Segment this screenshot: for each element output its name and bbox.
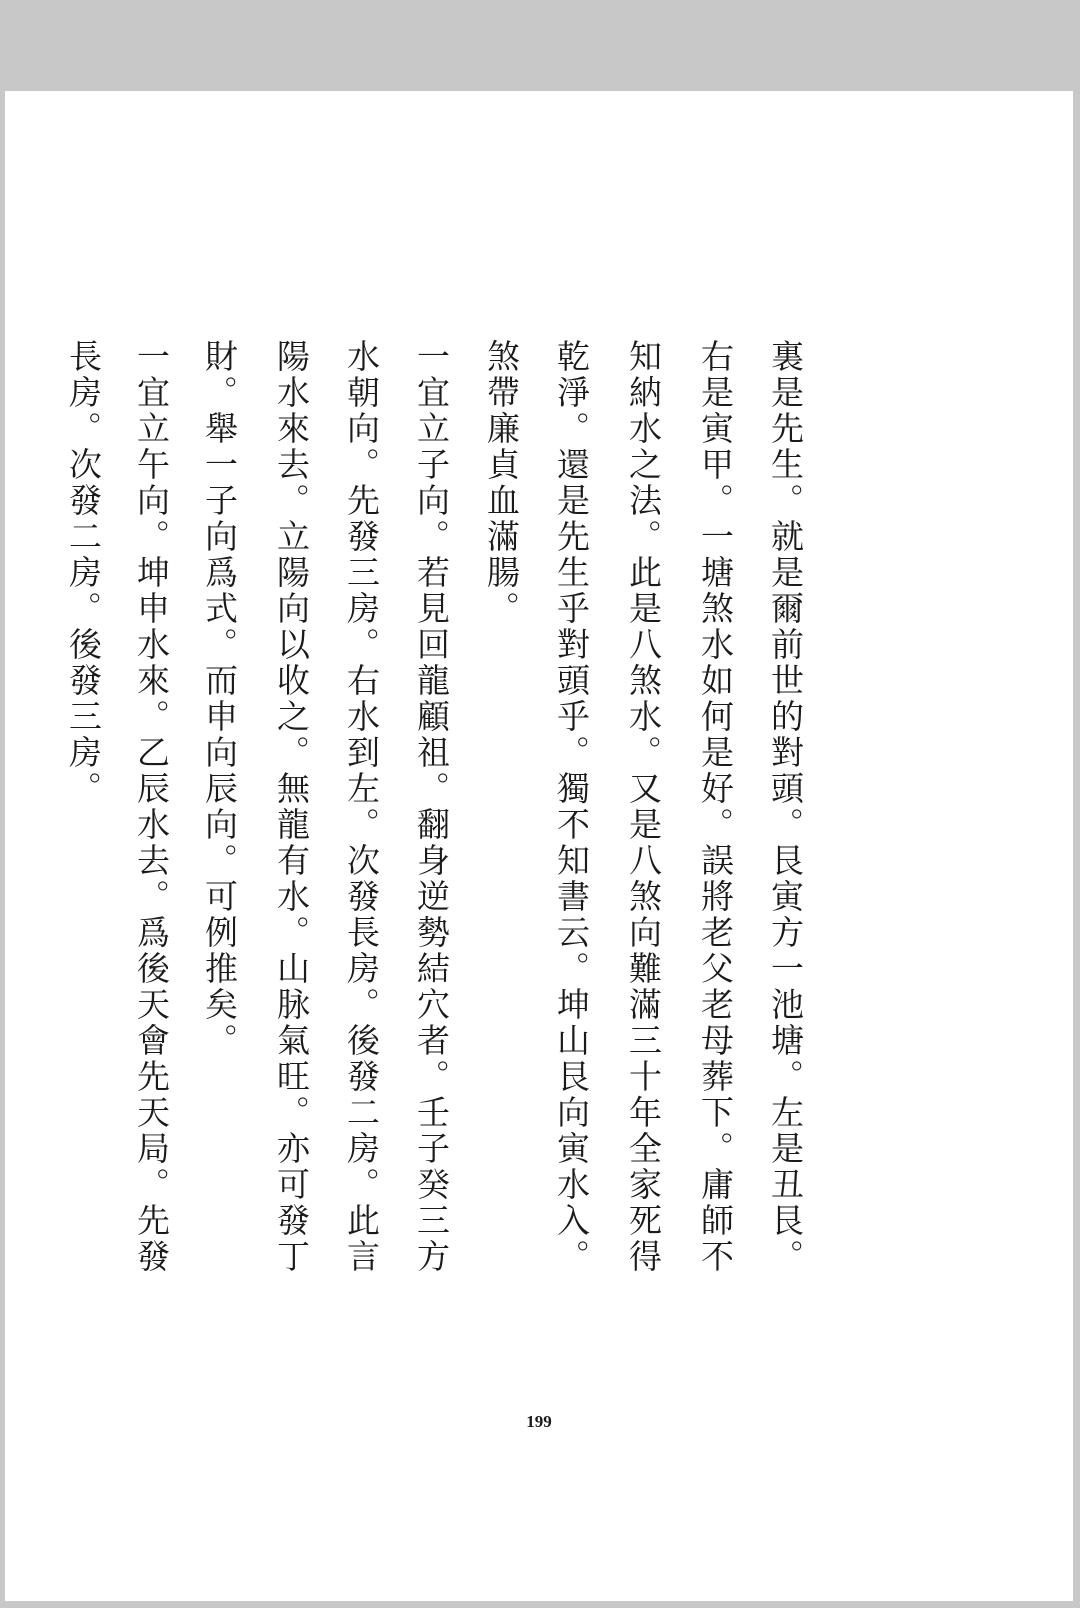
text-column: 一宜立午向。坤申水來。乙辰水去。爲後天會先天局。先發	[132, 339, 171, 1275]
page-number: 199	[526, 1412, 552, 1431]
text-column: 財。舉一子向爲式。而申向辰向。可例推矣。	[200, 339, 239, 1059]
book-page	[5, 91, 1073, 1601]
text-column: 一宜立子向。若見回龍顧祖。翻身逆勢結穴者。壬子癸三方	[412, 339, 451, 1275]
text-column: 乾淨。還是先生乎對頭乎。獨不知書云。坤山艮向寅水入。	[552, 339, 591, 1275]
text-column: 裏是先生。就是爾前世的對頭。艮寅方一池塘。左是丑艮。	[766, 339, 805, 1275]
text-column: 煞帶廉貞血滿腸。	[482, 339, 521, 627]
text-column: 水朝向。先發三房。右水到左。次發長房。後發二房。此言	[342, 339, 381, 1275]
vertical-text-block	[5, 91, 1073, 1601]
text-column: 陽水來去。立陽向以收之。無龍有水。山脉氣旺。亦可發丁	[272, 339, 311, 1275]
text-column: 右是寅甲。一塘煞水如何是好。誤將老父老母葬下。庸師不	[696, 339, 735, 1275]
text-column: 長房。次發二房。後發三房。	[64, 339, 103, 807]
text-column: 知納水之法。此是八煞水。又是八煞向難滿三十年全家死得	[624, 339, 663, 1275]
